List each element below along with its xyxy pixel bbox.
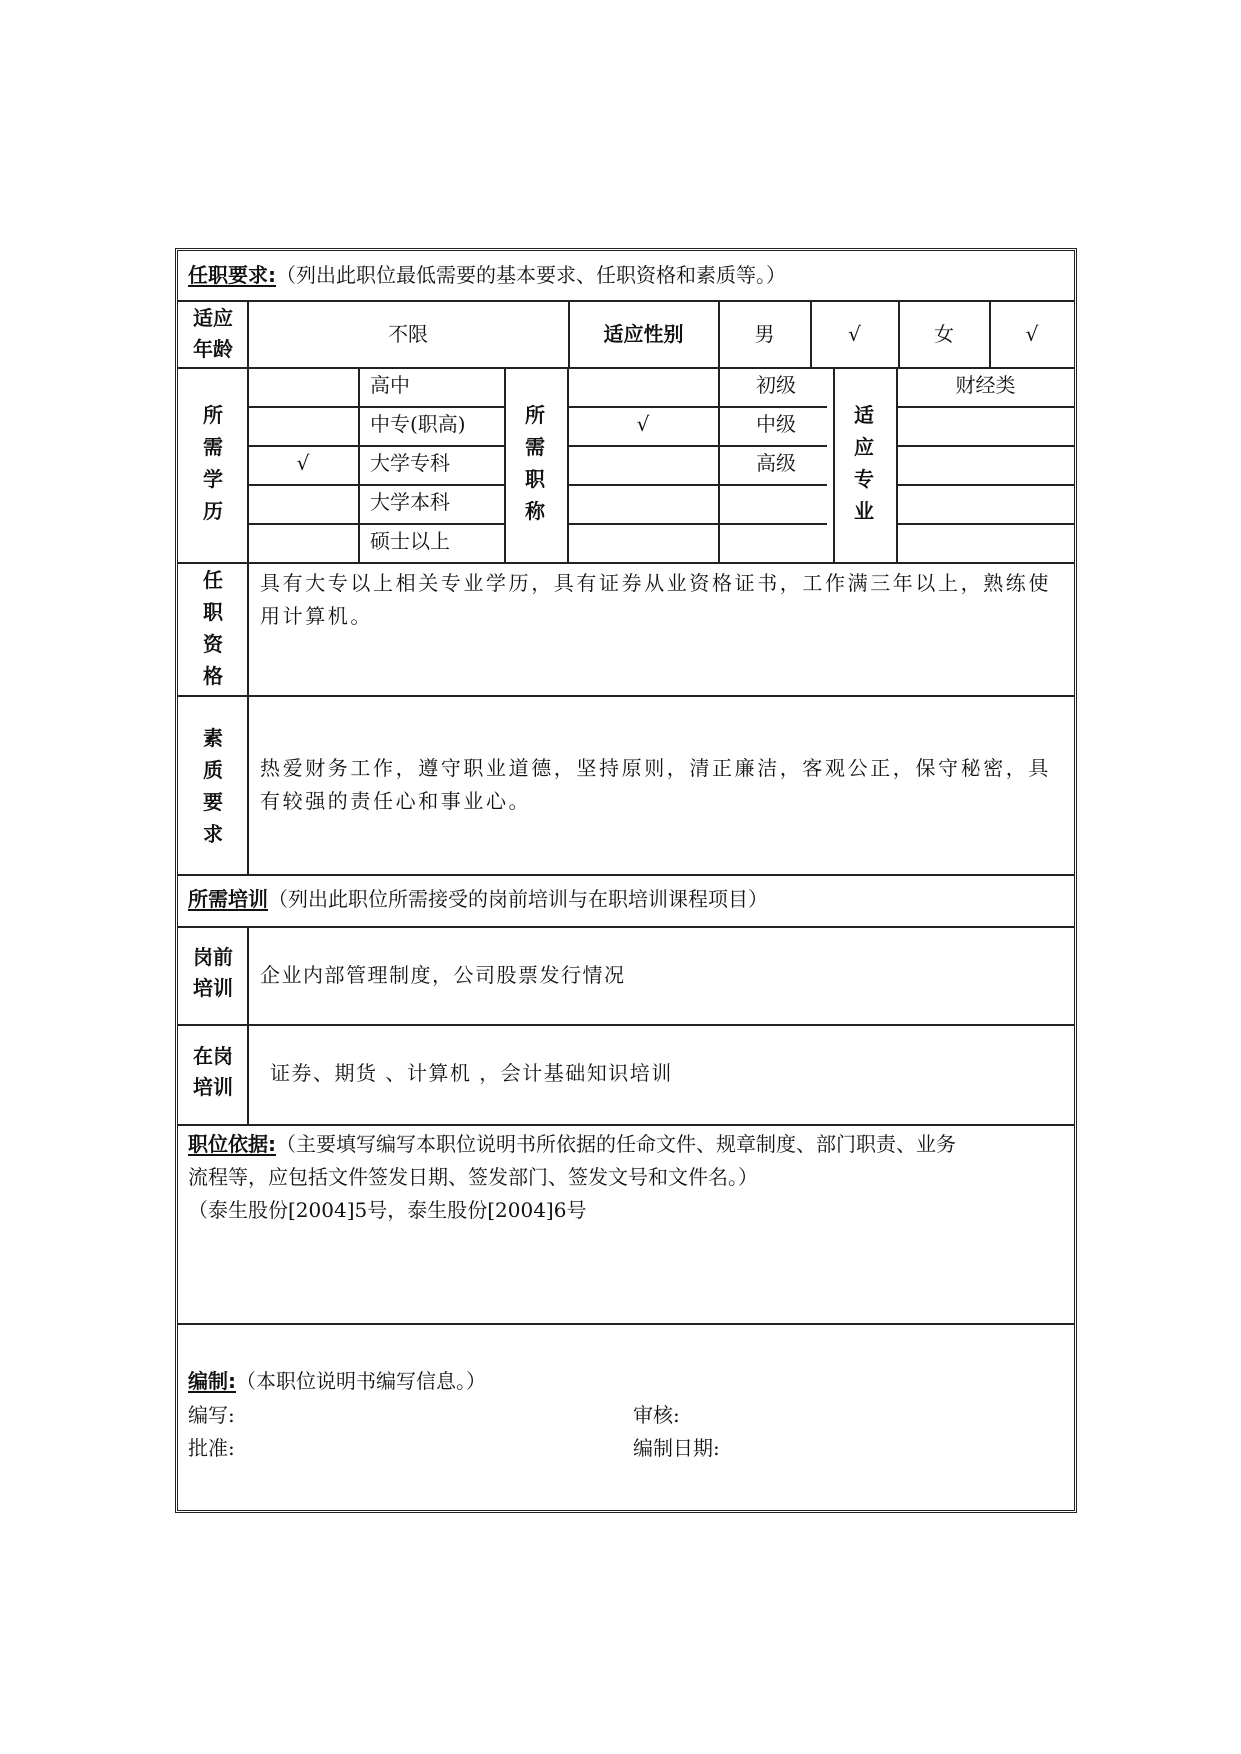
education-level: 中专(职高) xyxy=(370,412,466,436)
rule xyxy=(567,367,569,563)
gender-label-text: 适应性别 xyxy=(603,321,684,346)
requirements-note: （列出此职位最低需要的基本要求、任职资格和素质等。） xyxy=(276,263,786,287)
title-rank-mark: √ xyxy=(636,412,650,436)
onjob-training-label-line2: 培训 xyxy=(193,1075,233,1099)
title-rank-level: 高级 xyxy=(756,451,796,475)
pre-training-text: 企业内部管理制度，公司股票发行情况 xyxy=(260,963,626,987)
basis-note-line1: （主要填写编写本职位说明书所依据的任命文件、规章制度、部门职责、业务 xyxy=(276,1132,956,1156)
basis-title: 职位依据: xyxy=(188,1132,276,1156)
gender-male-label xyxy=(719,301,810,367)
education-level: 大学本科 xyxy=(370,490,450,514)
requirements-title: 任职要求: xyxy=(188,263,276,287)
basis-section xyxy=(188,1128,956,1227)
age-value xyxy=(248,301,568,367)
quality-label: 素质要求 xyxy=(203,726,223,846)
qualification-text: 具有大专以上相关专业学历，具有证券从业资格证书，工作满三年以上，熟练使用计算机。 xyxy=(260,571,1051,628)
qualification-label: 任职资格 xyxy=(203,568,223,688)
gender-male-text: 男 xyxy=(754,321,775,346)
onjob-training-label-line1: 在岗 xyxy=(193,1044,233,1068)
basis-docs: （泰生股份[2004]5号，泰生股份[2004]6号 xyxy=(188,1198,587,1222)
compile-title: 编制: xyxy=(188,1369,236,1393)
rule xyxy=(896,484,1074,486)
compile-date: 编制日期: xyxy=(633,1436,720,1460)
basis-line1 xyxy=(188,1128,956,1161)
major-label: 适应专业 xyxy=(854,403,874,523)
onjob-training-label xyxy=(185,1041,241,1103)
rule xyxy=(248,523,505,525)
pre-training-label-line1: 岗前 xyxy=(193,945,233,969)
compile-approver: 批准: xyxy=(188,1436,235,1460)
pre-training-label xyxy=(185,942,241,1004)
rule xyxy=(896,445,1074,447)
rule xyxy=(567,523,827,525)
compile-writer: 编写: xyxy=(188,1403,235,1427)
gender-male-check xyxy=(811,301,898,367)
quality-text: 热爱财务工作，遵守职业道德，坚持原则，清正廉洁，客观公正，保守秘密，具有较强的责任心和事业心。 xyxy=(260,756,1051,813)
rule xyxy=(504,367,506,563)
check-mark: √ xyxy=(848,321,861,346)
check-mark: √ xyxy=(1025,321,1039,346)
education-label: 所需学历 xyxy=(203,403,223,523)
age-label-line2: 年龄 xyxy=(193,337,233,361)
training-note: （列出此职位所需接受的岗前培训与在职培训课程项目） xyxy=(268,887,768,911)
compile-note: （本职位说明书编写信息。） xyxy=(236,1369,486,1393)
rule xyxy=(178,562,1074,564)
age-label-line1: 适应 xyxy=(193,306,233,330)
education-level: 硕士以上 xyxy=(370,529,450,553)
training-title: 所需培训 xyxy=(188,887,268,911)
rule xyxy=(896,406,1074,408)
rule xyxy=(247,926,249,1125)
onjob-training-text: 证券、期货 、计算机 ，会计基础知识培训 xyxy=(270,1061,673,1085)
job-requirements-form xyxy=(175,248,1077,1513)
rule xyxy=(896,523,1074,525)
rule xyxy=(178,1323,1074,1325)
age-value-text: 不限 xyxy=(388,321,428,346)
gender-female-text: 女 xyxy=(934,321,954,346)
education-level: 大学专科 xyxy=(370,451,450,475)
rule xyxy=(178,1124,1074,1126)
pre-training-label-line2: 培训 xyxy=(193,976,233,1000)
major-value: 财经类 xyxy=(955,373,1016,397)
rule xyxy=(178,695,1074,697)
requirements-header xyxy=(188,261,786,290)
education-level: 高中 xyxy=(370,373,410,397)
title-rank-level: 中级 xyxy=(756,412,796,436)
training-header xyxy=(188,885,768,914)
rule xyxy=(178,926,1074,928)
title-rank-level: 初级 xyxy=(756,373,796,397)
gender-female-check xyxy=(990,301,1074,367)
rule xyxy=(248,406,505,408)
gender-label xyxy=(569,301,718,367)
compile-header xyxy=(188,1367,486,1396)
rule xyxy=(248,445,505,447)
rule xyxy=(248,484,505,486)
age-label xyxy=(185,303,241,365)
rule xyxy=(178,874,1074,876)
rule xyxy=(567,406,827,408)
basis-note-line2: 流程等，应包括文件签发日期、签发部门、签发文号和文件名。） xyxy=(188,1165,758,1189)
rule xyxy=(567,484,827,486)
rule xyxy=(178,1024,1074,1026)
title-rank-label: 所需职称 xyxy=(525,403,545,523)
gender-female-label xyxy=(899,301,989,367)
education-mark: √ xyxy=(296,451,310,475)
rule xyxy=(247,562,249,875)
rule xyxy=(358,367,360,563)
rule xyxy=(833,367,835,563)
rule xyxy=(567,445,827,447)
rule xyxy=(178,367,1074,369)
compile-reviewer: 审核: xyxy=(633,1403,680,1427)
